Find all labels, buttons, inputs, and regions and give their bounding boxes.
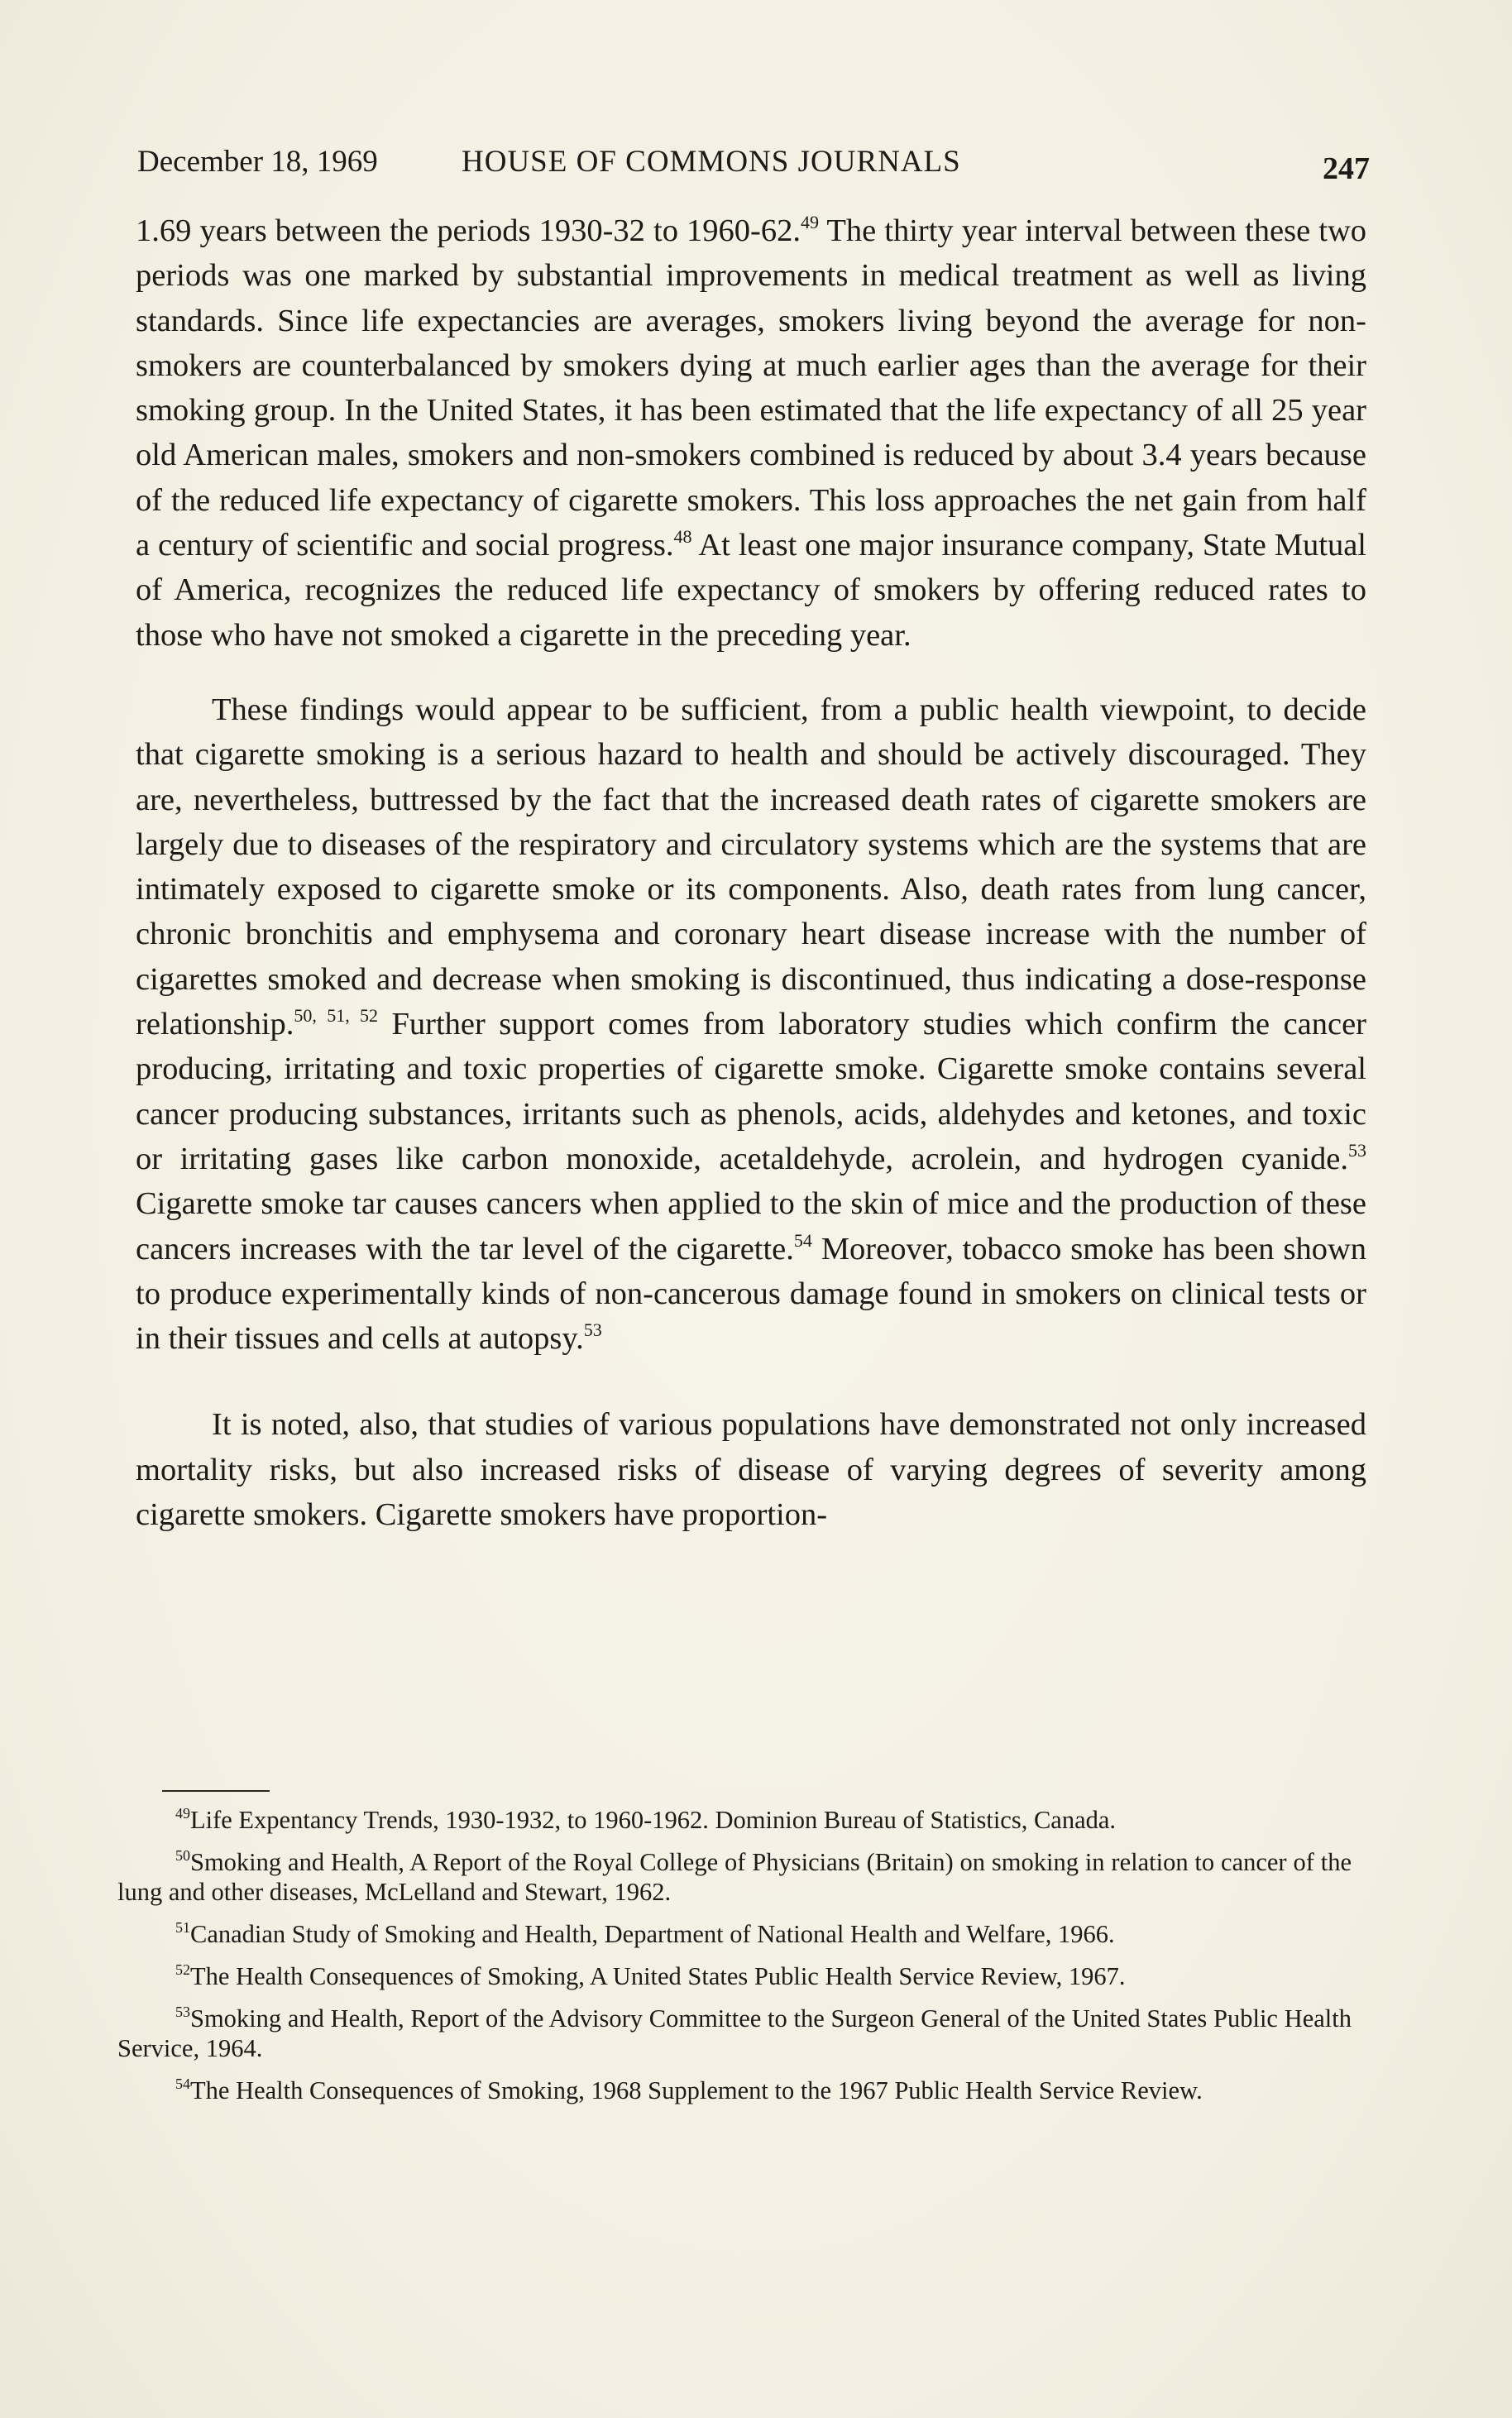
text-run: Moreover, tobacco smoke has been shown to produce experimentally kinds of non-cancerous damage found in smokers on clinical tests or in their tissues and cells at autopsy. xyxy=(136,1231,1366,1357)
paragraph-1 xyxy=(136,208,1366,658)
page-header xyxy=(137,144,1370,185)
text-run: Cigarette smoke tar causes cancers when applied to the skin of mice and the production of these cancers increases with the tar level of the cigarette. xyxy=(136,1186,1366,1266)
footnote-number: 49 xyxy=(175,1805,190,1822)
footnote-number: 50 xyxy=(175,1847,190,1864)
footnote-ref: 53 xyxy=(583,1319,602,1341)
footnote-rule xyxy=(162,1790,270,1792)
footnote-ref: 54 xyxy=(793,1229,812,1251)
footnote-text: Smoking and Health, A Report of the Royal College of Physicians (Britain) on smoking in relation to cancer of the lung and other diseases, McLelland and Stewart, 1962. xyxy=(117,1848,1352,1906)
paragraph-spacer xyxy=(136,1361,1366,1402)
journal-title: HOUSE OF COMMONS JOURNALS xyxy=(462,145,961,179)
paragraph-spacer xyxy=(136,658,1366,687)
body-text xyxy=(136,208,1366,1537)
footnote-ref: 48 xyxy=(673,526,692,548)
text-run: At least one major insurance company, State Mutual of America, recognizes the reduced life expectancy of smokers by offering reduced rates to those who have not smoked a cigarette in the preceding year. xyxy=(136,528,1366,653)
page-number: 247 xyxy=(1323,151,1370,186)
footnote-text: Life Expentancy Trends, 1930-1932, to 1960-1962. Dominion Bureau of Statistics, Canada. xyxy=(190,1806,1117,1834)
footnote-number: 51 xyxy=(175,1919,190,1936)
footnote-50 xyxy=(117,1847,1352,1907)
text-run: These findings would appear to be sufficient, from a public health viewpoint, to decide that cigarette smoking is a serious hazard to health and should be actively discouraged. They are, nevertheless, buttressed by the fact that the increased death rates of cigarette smokers are largely due to diseases of the respiratory and circulatory systems which are the systems that are intimately exposed to cigarette smoke or its components. Also, death rates from lung cancer, chronic bronchitis and emphysema and coronary heart disease increase with the number of cigarettes smoked and decrease when smoking is discontinued, thus indicating a dose-response relationship. xyxy=(136,692,1366,1042)
footnote-text: Smoking and Health, Report of the Advisory Committee to the Surgeon General of the United States Public Health Service, 1964. xyxy=(117,2004,1352,2062)
footnote-ref: 50, 51, 52 xyxy=(294,1005,379,1027)
footnote-text: The Health Consequences of Smoking, A United States Public Health Service Review, 1967. xyxy=(190,1962,1126,1990)
paragraph-3 xyxy=(136,1402,1366,1537)
footnote-text: The Health Consequences of Smoking, 1968 Supplement to the 1967 Public Health Service Review. xyxy=(190,2076,1203,2104)
footnote-54 xyxy=(117,2076,1352,2105)
text-run: It is noted, also, that studies of various populations have demonstrated not only increased mortality risks, but also increased risks of disease of varying degrees of severity among cigarette smokers. Cigarette smokers have proportion- xyxy=(136,1407,1366,1533)
footnote-number: 52 xyxy=(175,1961,190,1978)
footnote-number: 54 xyxy=(175,2076,190,2092)
footnotes xyxy=(117,1805,1352,2118)
text-run: The thirty year interval between these two periods was one marked by substantial improvements in medical treatment as well as living standards. Since life expectancies are averages, smokers living beyond the average for non-smokers are counterbalanced by smokers dying at much earlier ages than the average for their smoking group. In the United States, it has been estimated that the life expectancy of all 25 year old American males, smokers and non-smokers combined is reduced by about 3.4 years because of the reduced life expectancy of cigarette smokers. This loss approaches the net gain from half a century of scientific and social progress. xyxy=(136,213,1366,563)
text-run: Further support comes from laboratory studies which confirm the cancer producing, irritating and toxic properties of cigarette smoke. Cigarette smoke contains several cancer producing substances, irritants such as phenols, acids, aldehydes and ketones, and toxic or irritating gases like carbon monoxide, acetaldehyde, acrolein, and hydrogen cyanide. xyxy=(136,1007,1367,1176)
text-run: 1.69 years between the periods 1930-32 to 1960-62. xyxy=(136,213,801,248)
footnote-49 xyxy=(117,1805,1352,1835)
footnote-53 xyxy=(117,2004,1352,2063)
footnote-51 xyxy=(117,1919,1352,1949)
header-date: December 18, 1969 xyxy=(137,145,378,179)
footnote-ref: 49 xyxy=(800,212,819,232)
footnote-text: Canadian Study of Smoking and Health, Department of National Health and Welfare, 1966. xyxy=(190,1920,1115,1948)
footnote-52 xyxy=(117,1961,1352,1991)
paragraph-2 xyxy=(136,687,1366,1361)
footnote-number: 53 xyxy=(175,2004,190,2020)
footnote-ref: 53 xyxy=(1348,1139,1366,1161)
